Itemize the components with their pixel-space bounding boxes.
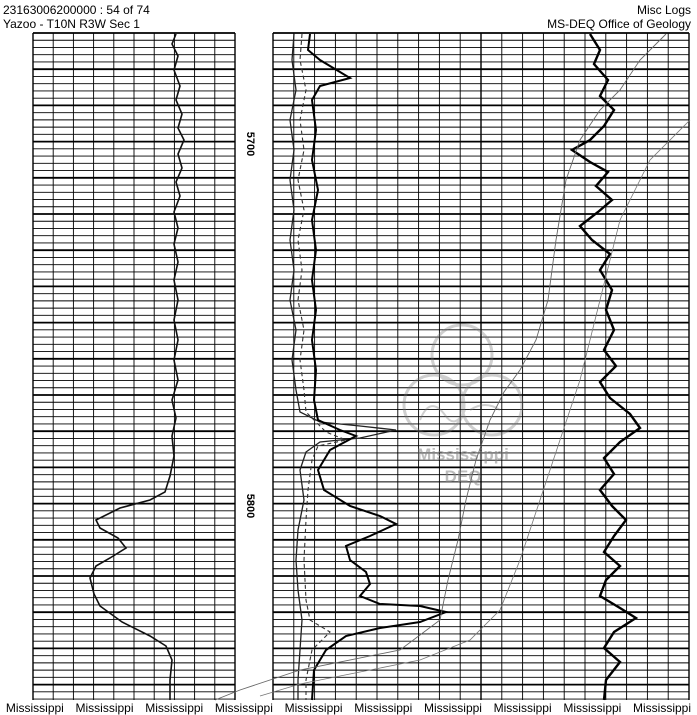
agency-label: MS-DEQ Office of Geology (547, 17, 691, 31)
footer-stamp: Mississippi (423, 701, 482, 715)
left-log-curve (90, 34, 184, 700)
watermark-text-line2: DEQ (444, 467, 482, 486)
footer-stamp: Mississippi (284, 701, 343, 715)
footer-stamp: Mississippi (75, 701, 134, 715)
footer-stamp: Mississippi (5, 701, 64, 715)
depth-label-5800: 5800 (244, 493, 256, 519)
footer-stamp: Mississippi (354, 701, 413, 715)
right-log-curve-dashed (298, 34, 346, 700)
footer-stamp: Mississippi (563, 701, 622, 715)
right-track-grid (273, 33, 689, 700)
right-log-curve-faint (215, 34, 666, 700)
location-label: Yazoo - T10N R3W Sec 1 (3, 17, 140, 31)
footer-stamp: Mississippi (493, 701, 552, 715)
left-track-grid (33, 33, 235, 700)
footer-stamp: Mississippi (145, 701, 204, 715)
footer-stamp: Mississippi (633, 701, 692, 715)
footer-stamp: Mississippi (214, 701, 273, 715)
footer-stamp-row (0, 701, 697, 715)
msdeq-watermark-logo (404, 325, 522, 435)
watermark-text-line1: Mississippi (417, 445, 509, 464)
depth-label-5700: 5700 (244, 131, 256, 157)
doc-type-label: Misc Logs (636, 3, 691, 17)
well-id-page-label: 23163006200000 : 54 of 74 (3, 3, 150, 17)
